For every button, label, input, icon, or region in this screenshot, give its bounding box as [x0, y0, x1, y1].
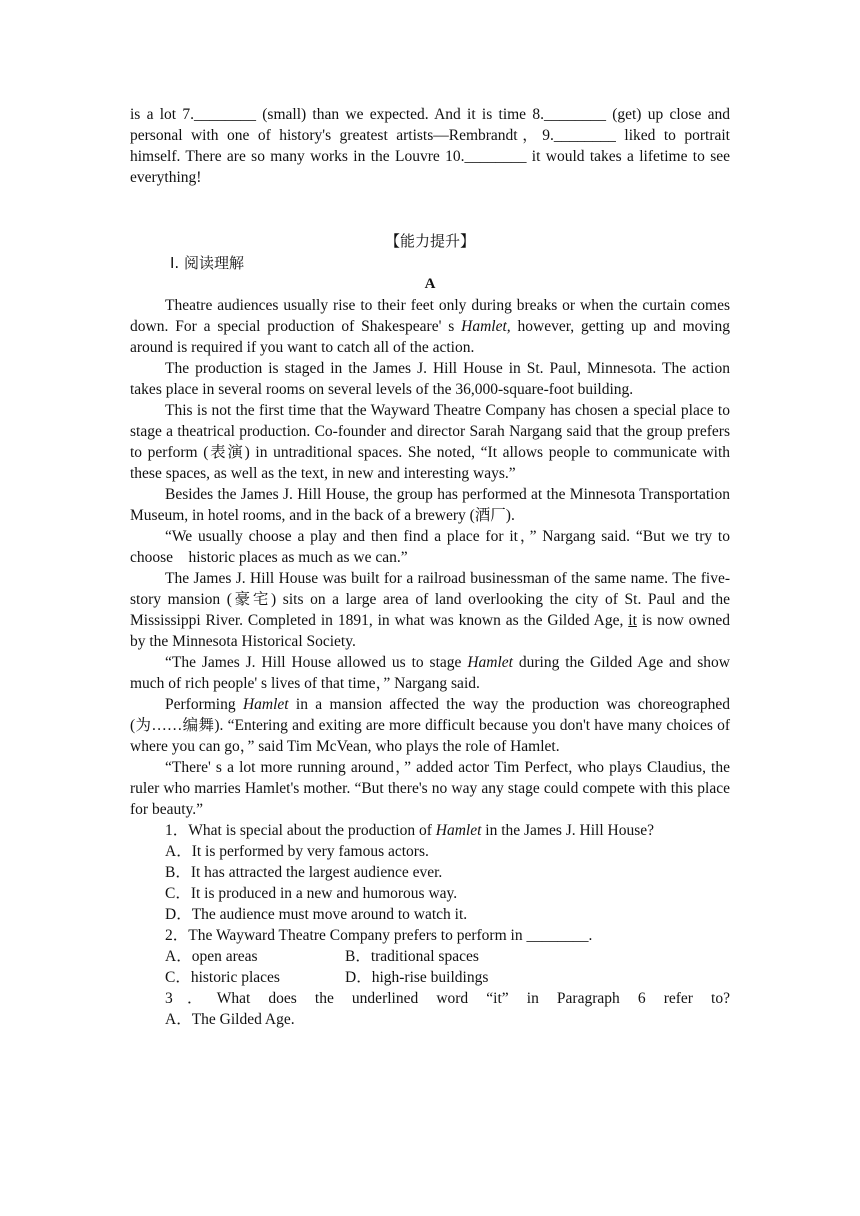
paragraph-9: “There' s a lot more running around，” added actor Tim Perfect, who plays Claudius, the ruler who marries Hamlet's mother. “But there's no way any stage could compete with this place for beauty.” — [130, 759, 730, 818]
question-3: 3．What does the underlined word “it” in Paragraph 6 refer to? — [165, 990, 730, 1007]
spacer — [130, 188, 730, 230]
q2-options-row-1 — [130, 946, 730, 967]
q1-option-a: A．It is performed by very famous actors. — [165, 843, 429, 860]
paragraph-3: This is not the first time that the Wayward Theatre Company has chosen a special place to stage a theatrical production. Co-founder and director Sarah Nargang said that the group prefers to perform (表演) in untraditional spaces. She noted, “It allows people to communicate with these spaces, as well as the text, in new and interesting ways.” — [130, 402, 730, 482]
paragraph-7: “The James J. Hill House allowed us to stage Hamlet during the Gilded Age and show much of rich people' s lives of that time，” Nargang said. — [130, 654, 730, 692]
paragraph-4: Besides the James J. Hill House, the group has performed at the Minnesota Transportation Museum, in hotel rooms, and in the back of a brewery (酒厂). — [130, 486, 730, 524]
q1-option-b: B．It has attracted the largest audience ever. — [165, 864, 443, 881]
underlined-it: it — [628, 612, 637, 629]
paragraph-6: The James J. Hill House was built for a railroad businessman of the same name. The five-story mansion (豪宅) sits on a large area of land overlooking the city of St. Paul and the Mississippi River. Completed in 1891, in what was known as the Gilded Age, it is now owned by the Minnesota Historical Society. — [130, 570, 731, 650]
paragraph-2: The production is staged in the James J. Hill House in St. Paul, Minnesota. The action takes place in several rooms on several levels of the 36,000-square-foot building. — [130, 360, 730, 398]
q1-option-c: C．It is produced in a new and humorous way. — [165, 885, 458, 902]
passage-letter: A — [424, 276, 436, 292]
paragraph-8: Performing Hamlet in a mansion affected the way the production was choreographed (为……编舞). “Entering and exiting are more difficult because you don't have many choices of where you can go，” said Tim McVean, who plays the role of Hamlet. — [130, 696, 730, 755]
cloze-paragraph: is a lot 7.________ (small) than we expected. And it is time 8.________ (get) up close and personal with one of history's greatest artists—Rembrandt，9.________ liked to portrait himself. There are so many works in the Louvre 10.________ it would takes a lifetime to see everything! — [130, 106, 730, 186]
q2-options-row-2 — [130, 967, 730, 988]
reading-section-title: Ⅰ. 阅读理解 — [170, 254, 244, 272]
paragraph-5: “We usually choose a play and then find a place for it，” Nargang said. “But we try to choose historic places as much as we can.” — [130, 528, 730, 566]
q2-option-c: C．historic places — [165, 969, 280, 986]
question-1: 1．What is special about the production of Hamlet in the James J. Hill House? — [165, 822, 655, 839]
document-content — [130, 104, 730, 1030]
q2-option-a: A．open areas — [165, 948, 258, 965]
q2-option-d: D．high-rise buildings — [345, 969, 489, 986]
q1-option-d: D．The audience must move around to watch it. — [165, 906, 468, 923]
paragraph-1: Theatre audiences usually rise to their feet only during breaks or when the curtain comes down. For a special production of Shakespeare' s Hamlet, however, getting up and moving around is required if you want to catch all of the action. — [130, 297, 730, 356]
q3-option-a: A．The Gilded Age. — [165, 1011, 295, 1028]
section-heading: 【能力提升】 — [384, 232, 475, 250]
q2-option-b: B．traditional spaces — [345, 948, 479, 965]
question-2: 2．The Wayward Theatre Company prefers to perform in ________. — [165, 927, 593, 944]
